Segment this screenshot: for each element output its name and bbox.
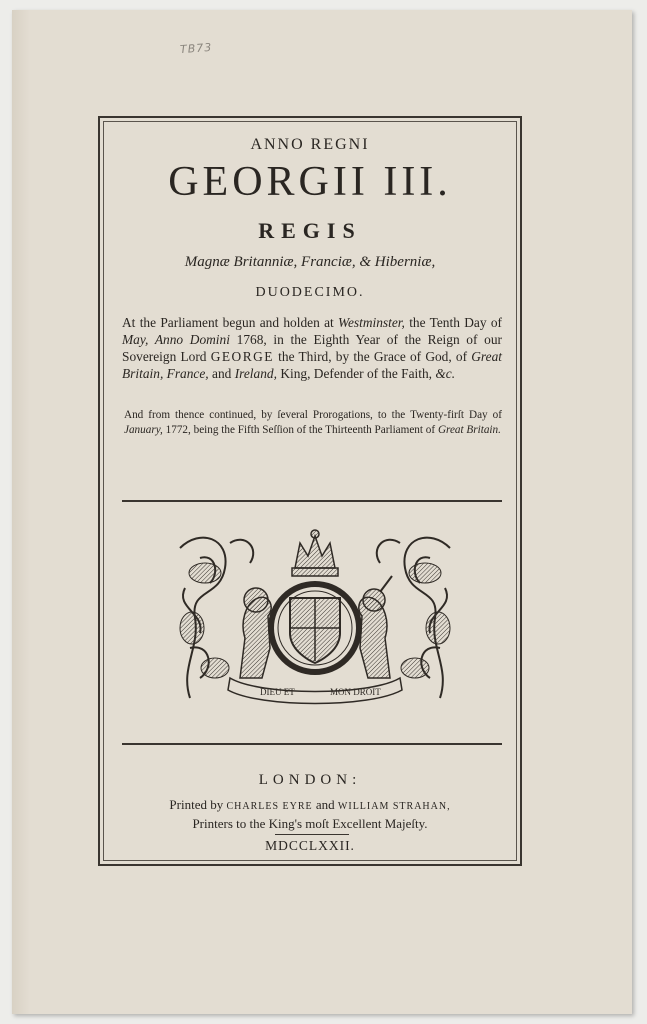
year-rule xyxy=(275,834,349,835)
divider-rule-lower xyxy=(122,743,502,745)
london-heading: LONDON: xyxy=(258,772,362,788)
georgii-title: GEORGII III. xyxy=(168,159,452,205)
title-frame xyxy=(98,116,522,866)
motto-left: DIEU ET xyxy=(260,687,295,697)
realms-line: Magnæ Britanniæ, Franciæ, & Hiberniæ, xyxy=(184,254,436,270)
parliament-paragraph: At the Parliament begun and holden at Westminster, the Tenth Day of May, Anno Domini 1768, in the Eighth Year of the Reign of our Sovereign Lord GEORGE the Third, by the Grace of God, of Great Britain, France, and Ireland, King, Defender of the Faith, &c. xyxy=(122,315,502,381)
regis-heading: REGIS xyxy=(258,218,362,243)
motto-right: MON DROIT xyxy=(330,687,381,697)
printer-imprint: Printed by CHARLES EYRE and WILLIAM STRAHAN, Printers to the King's moſt Excellent Majeſty. xyxy=(169,797,451,831)
anno-regni-heading: ANNO REGNI xyxy=(250,136,370,153)
divider-rule-upper xyxy=(122,500,502,502)
imprint-year: MDCCLXXII. xyxy=(265,838,355,853)
page-binding-edge xyxy=(12,10,30,1014)
pencil-note: TB73 xyxy=(179,40,213,57)
prorogation-paragraph: And from thence continued, by ſeveral Prorogations, to the Twenty-firſt Day of January, 1772, being the Fifth Seſſion of the Thirteenth Parliament of Great Britain. xyxy=(124,409,502,436)
royal-coat-of-arms-icon xyxy=(170,528,460,708)
duodecimo-line: DUODECIMO. xyxy=(255,285,365,300)
